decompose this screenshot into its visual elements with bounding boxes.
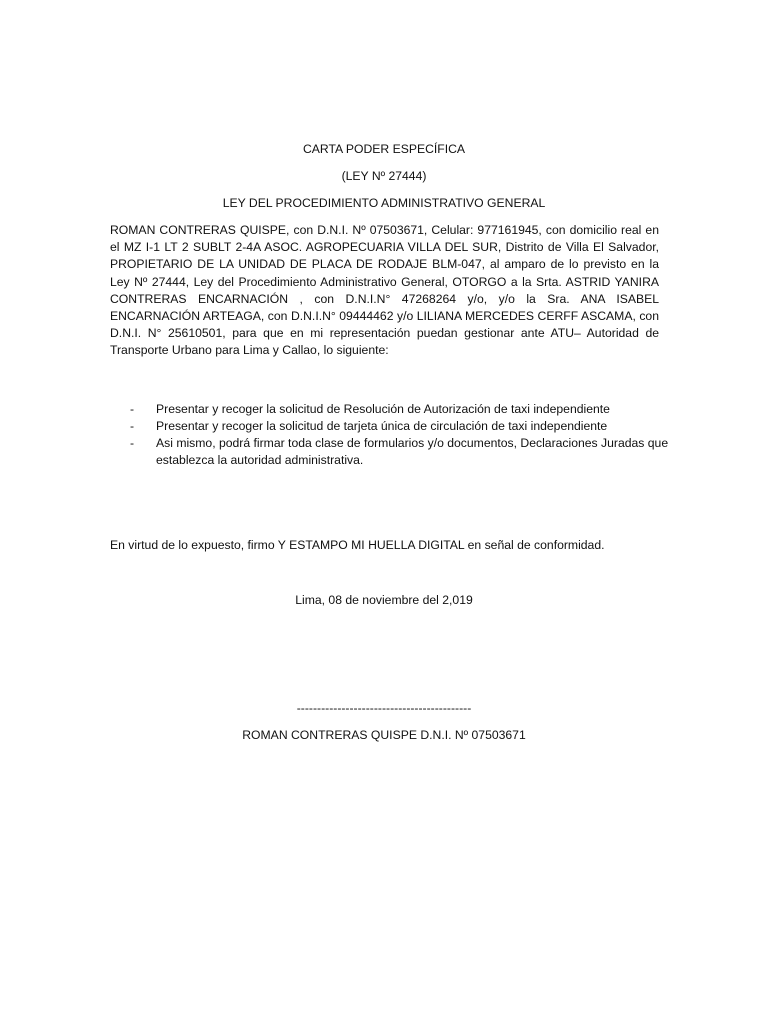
law-reference: (LEY Nº 27444) [341,169,427,183]
list-item [110,435,670,469]
bullet-dash: - [130,402,135,416]
document-date: Lima, 08 de noviembre del 2,019 [295,593,473,607]
list-item-text: Presentar y recoger la solicitud de Resolución de Autorización de taxi independiente [156,402,610,416]
body-paragraph: ROMAN CONTRERAS QUISPE, con D.N.I. Nº 07503671, Celular: 977161945, con domicilio real en el MZ I-1 LT 2 SUBLT 2-4A ASOC. AGROPECUARIA VILLA DEL SUR, Distrito de Villa El Salvador, PROPIETARIO DE LA UNIDAD DE PLACA DE RODAJE BLM-047, al amparo de lo previsto en la Ley Nº 27444, Ley del Procedimiento Administrativo General, OTORGO a la Srta. ASTRID YANIRA CONTRERAS ENCARNACIÓN , con D.N.I.N° 47268264 y/o, y/o la Sra. ANA ISABEL ENCARNACIÓN ARTEAGA, con D.N.I.N° 09444462 y/o LILIANA MERCEDES CERFF ASCAMA, con D.N.I. N° 25610501, para que en mi representación puedan gestionar ante ATU– Autoridad de Transporte Urbano para Lima y Callao, lo siguiente: [110,223,659,358]
list-item [110,418,670,435]
bullet-dash: - [130,436,135,450]
list-item-text: Asi mismo, podrá firmar toda clase de formularios y/o documentos, Declaraciones Juradas que establezca la autoridad administrativa. [156,436,669,467]
document-title: CARTA PODER ESPECÍFICA [302,142,466,156]
powers-list [110,401,670,469]
signature-name: ROMAN CONTRERAS QUISPE D.N.I. Nº 07503671 [242,728,526,742]
list-item-text: Presentar y recoger la solicitud de tarjeta única de circulación de taxi independiente [156,419,608,433]
closing-statement: En virtud de lo expuesto, firmo Y ESTAMPO MI HUELLA DIGITAL en señal de conformidad. [110,538,605,552]
bullet-dash: - [130,419,135,433]
list-item [110,401,670,418]
signature-line: ------------------------------------------- [296,701,472,715]
document-subtitle: LEY DEL PROCEDIMIENTO ADMINISTRATIVO GENERAL [222,196,546,210]
